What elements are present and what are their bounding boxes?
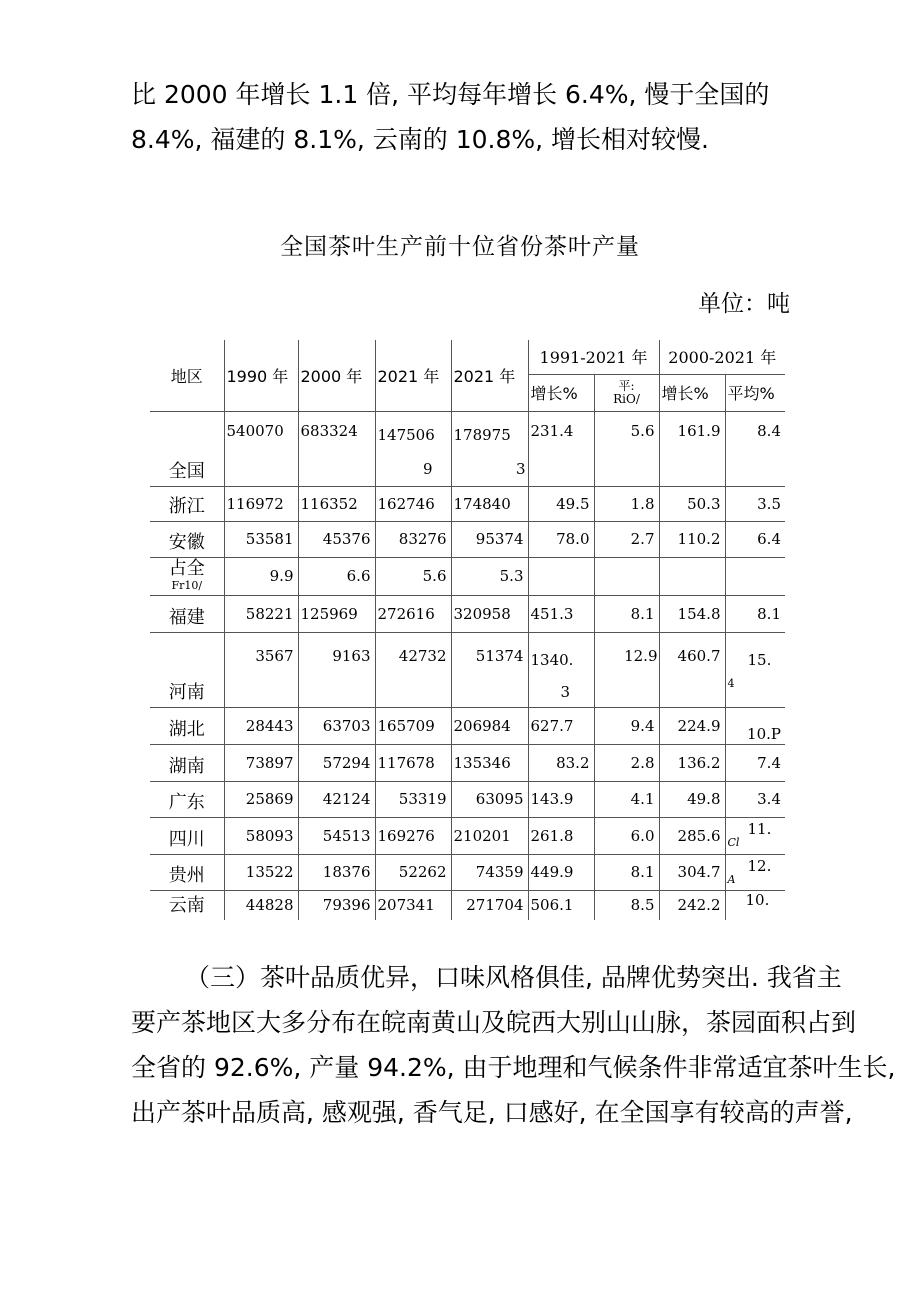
cell-1990: 116972: [224, 486, 298, 521]
cell-2021-a-line1: 147506: [377, 425, 435, 444]
cell-growth-2: 161.9: [659, 411, 725, 486]
cell-growth-1: [528, 557, 594, 595]
cell-1990: 13522: [224, 854, 298, 890]
cell-avg-2: 8.4: [725, 411, 785, 486]
cell-growth-1: 83.2: [528, 744, 594, 781]
cell-2021-b-line1: 178975: [453, 425, 511, 444]
cell-2000: 6.6: [298, 557, 375, 595]
row-name: [150, 557, 224, 595]
cell-2021-b: 271704: [451, 890, 528, 920]
table-row: [150, 411, 785, 486]
header-1990: 1990 年: [224, 340, 298, 411]
table-row: [150, 890, 785, 920]
intro-line-1: 比 2000 年增长 1.1 倍, 平均每年增长 6.4%, 慢于全国的: [131, 80, 770, 109]
header-range-1991-2021: 1991-2021 年: [528, 340, 659, 374]
cell-avg-2: 3.5: [725, 486, 785, 521]
cell-1990: 53581: [224, 521, 298, 557]
cell-2021-a: 53319: [375, 781, 451, 817]
row-name: 湖南: [150, 744, 224, 781]
cell-growth-2: 224.9: [659, 707, 725, 744]
table-row: [150, 486, 785, 521]
cell-avg-1: [594, 557, 659, 595]
cell-avg-2-line2: A: [727, 872, 736, 886]
header-avg-1: [594, 374, 659, 411]
body-paragraph: [131, 955, 895, 1135]
cell-2021-a: 165709: [375, 707, 451, 744]
header-range-2000-2021: 2000-2021 年: [659, 340, 785, 374]
row-name: 云南: [150, 890, 224, 920]
row-name: 湖北: [150, 707, 224, 744]
body-line-1: （三）茶叶品质优异，口味风格俱佳, 品牌优势突出. 我省主: [185, 963, 842, 992]
cell-2000: 18376: [298, 854, 375, 890]
row-name: 安徽: [150, 521, 224, 557]
cell-1990: 3567: [224, 632, 298, 707]
cell-2021-b: 206984: [451, 707, 528, 744]
cell-avg-2: [725, 854, 785, 890]
cell-avg-2: 3.4: [725, 781, 785, 817]
table-row: [150, 707, 785, 744]
cell-2021-a: 207341: [375, 890, 451, 920]
cell-growth-2: 242.2: [659, 890, 725, 920]
table-title: 全国茶叶生产前十位省份茶叶产量: [280, 234, 640, 260]
cell-avg-2: [725, 557, 785, 595]
cell-2021-b: 63095: [451, 781, 528, 817]
cell-avg-1: 1.8: [594, 486, 659, 521]
cell-2021-b: 5.3: [451, 557, 528, 595]
cell-2021-b: 174840: [451, 486, 528, 521]
cell-2000: 683324: [298, 411, 375, 486]
header-growth-2: 增长%: [659, 374, 725, 411]
cell-2021-b-line2: 3: [515, 459, 526, 478]
row-name: 四川: [150, 817, 224, 854]
cell-growth-1: 451.3: [528, 595, 594, 632]
cell-1990: 540070: [224, 411, 298, 486]
cell-2021-b: 210201: [451, 817, 528, 854]
row-name-line1: 占全: [168, 558, 205, 579]
header-2000: 2000 年: [298, 340, 375, 411]
cell-growth-1: 506.1: [528, 890, 594, 920]
cell-avg-1: 8.1: [594, 854, 659, 890]
header-avg-1-line2: RiO/: [613, 391, 640, 406]
cell-avg-1: 8.1: [594, 595, 659, 632]
cell-growth-2: 136.2: [659, 744, 725, 781]
table-row: [150, 744, 785, 781]
cell-1990: 25869: [224, 781, 298, 817]
cell-2021-a: 169276: [375, 817, 451, 854]
cell-avg-2: [725, 817, 785, 854]
cell-2021-a: 5.6: [375, 557, 451, 595]
cell-avg-2: 10.P: [725, 707, 785, 744]
cell-avg-1: 6.0: [594, 817, 659, 854]
cell-avg-1: 8.5: [594, 890, 659, 920]
cell-2021-a-line2: 9: [422, 459, 433, 478]
row-name: 河南: [150, 632, 224, 707]
cell-2021-a: [375, 411, 451, 486]
cell-2000: 125969: [298, 595, 375, 632]
header-region: 地区: [150, 340, 224, 411]
cell-avg-2-line1: 11.: [747, 819, 772, 838]
cell-avg-1: 12.9: [594, 632, 659, 707]
cell-avg-2-line2: Cl: [727, 835, 740, 849]
cell-2000: 63703: [298, 707, 375, 744]
row-name: 福建: [150, 595, 224, 632]
row-name: 全国: [150, 411, 224, 486]
cell-1990: 58093: [224, 817, 298, 854]
table-row: [150, 595, 785, 632]
cell-avg-2: 7.4: [725, 744, 785, 781]
table-row: [150, 854, 785, 890]
cell-growth-1-line2: 3: [560, 682, 571, 701]
cell-growth-1: 49.5: [528, 486, 594, 521]
cell-2000: 57294: [298, 744, 375, 781]
cell-growth-2: 50.3: [659, 486, 725, 521]
cell-growth-1-line1: 1340.: [530, 650, 574, 669]
cell-growth-1: 627.7: [528, 707, 594, 744]
cell-1990: 28443: [224, 707, 298, 744]
cell-growth-1: 78.0: [528, 521, 594, 557]
tea-production-table: [150, 340, 785, 920]
cell-growth-2: 110.2: [659, 521, 725, 557]
cell-2000: 79396: [298, 890, 375, 920]
cell-1990: 9.9: [224, 557, 298, 595]
cell-2021-a: 52262: [375, 854, 451, 890]
cell-growth-2: 460.7: [659, 632, 725, 707]
cell-avg-1: 9.4: [594, 707, 659, 744]
header-2021-a: 2021 年: [375, 340, 451, 411]
body-line-3: 全省的 92.6%, 产量 94.2%, 由于地理和气候条件非常适宜茶叶生长,: [131, 1053, 896, 1082]
cell-avg-1: 4.1: [594, 781, 659, 817]
table-row: [150, 817, 785, 854]
body-line-4: 出产茶叶品质高, 感观强, 香气足, 口感好, 在全国享有较高的声誉,: [131, 1098, 853, 1127]
body-line-2: 要产茶地区大多分布在皖南黄山及皖西大别山山脉，茶园面积占到: [131, 1008, 857, 1037]
row-name-line2: Fr10/: [171, 579, 203, 592]
cell-2021-a: 42732: [375, 632, 451, 707]
table-row: [150, 521, 785, 557]
cell-growth-1: 143.9: [528, 781, 594, 817]
cell-2021-a: 162746: [375, 486, 451, 521]
table-row: [150, 632, 785, 707]
cell-1990: 58221: [224, 595, 298, 632]
table-row: [150, 557, 785, 595]
cell-growth-1: 261.8: [528, 817, 594, 854]
cell-avg-2: 10.: [725, 890, 785, 920]
cell-avg-2: 8.1: [725, 595, 785, 632]
cell-2021-b: 135346: [451, 744, 528, 781]
cell-avg-1: 2.8: [594, 744, 659, 781]
intro-line-2: 8.4%, 福建的 8.1%, 云南的 10.8%, 增长相对较慢.: [131, 125, 709, 154]
cell-2021-b: 95374: [451, 521, 528, 557]
cell-2000: 116352: [298, 486, 375, 521]
cell-avg-2-line2: 4: [727, 676, 735, 690]
cell-2021-a: 117678: [375, 744, 451, 781]
cell-avg-1: 2.7: [594, 521, 659, 557]
cell-1990: 44828: [224, 890, 298, 920]
cell-2000: 45376: [298, 521, 375, 557]
cell-growth-2: [659, 557, 725, 595]
cell-avg-2: [725, 632, 785, 707]
cell-2021-a: 272616: [375, 595, 451, 632]
cell-growth-2: 304.7: [659, 854, 725, 890]
cell-avg-2: 6.4: [725, 521, 785, 557]
cell-2021-b: 51374: [451, 632, 528, 707]
cell-avg-2-line1: 12.: [747, 856, 772, 875]
cell-growth-2: 49.8: [659, 781, 725, 817]
cell-avg-2-line1: 15.: [747, 650, 772, 669]
cell-2000: 54513: [298, 817, 375, 854]
header-2021-b: 2021 年: [451, 340, 528, 411]
cell-growth-1: 449.9: [528, 854, 594, 890]
row-name: 贵州: [150, 854, 224, 890]
row-name: 浙江: [150, 486, 224, 521]
header-growth-1: 增长%: [528, 374, 594, 411]
cell-1990: 73897: [224, 744, 298, 781]
cell-growth-1: 231.4: [528, 411, 594, 486]
cell-2021-b: 74359: [451, 854, 528, 890]
cell-growth-2: 154.8: [659, 595, 725, 632]
cell-2021-b: [451, 411, 528, 486]
cell-growth-2: 285.6: [659, 817, 725, 854]
unit-label: 单位：吨: [698, 291, 790, 317]
header-avg-1-line1: 平:: [618, 378, 635, 393]
header-row-1: [150, 340, 785, 374]
cell-avg-1: 5.6: [594, 411, 659, 486]
cell-2000: 42124: [298, 781, 375, 817]
cell-growth-1: [528, 632, 594, 707]
cell-2021-a: 83276: [375, 521, 451, 557]
cell-2021-b: 320958: [451, 595, 528, 632]
row-name: 广东: [150, 781, 224, 817]
table-row: [150, 781, 785, 817]
cell-2000: 9163: [298, 632, 375, 707]
header-avg-2: 平均%: [725, 374, 785, 411]
intro-paragraph: [131, 72, 769, 162]
